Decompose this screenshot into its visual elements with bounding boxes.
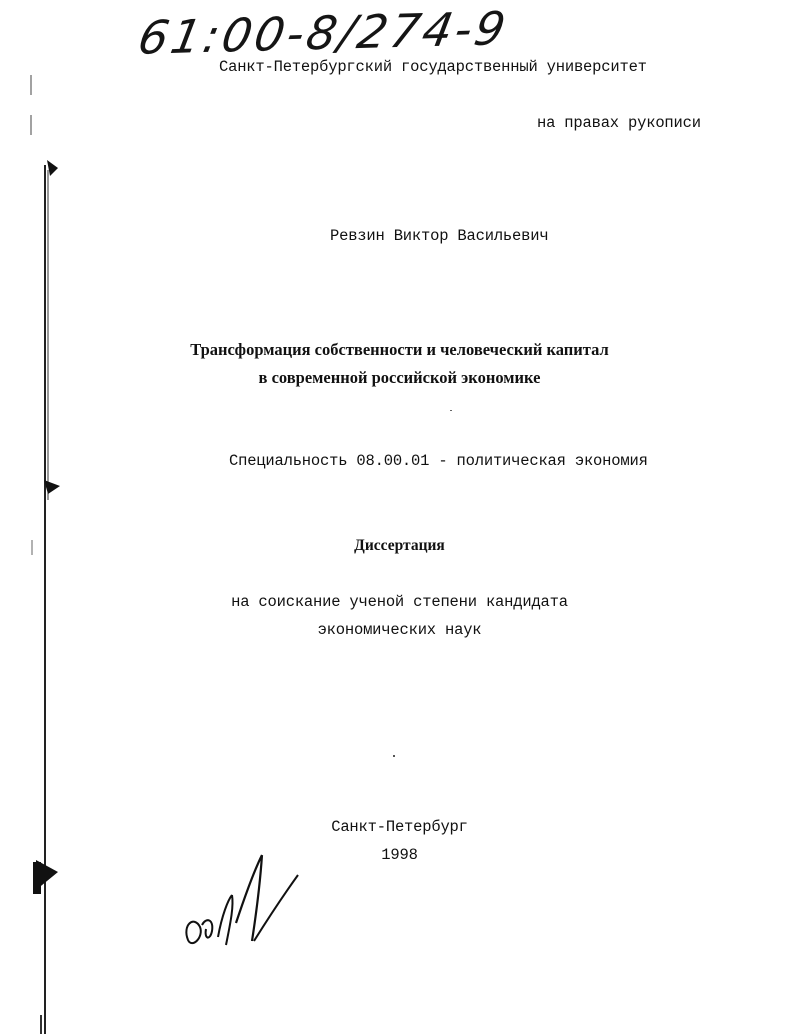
degree-line-1: на соискание ученой степени кандидата: [231, 593, 568, 611]
city: Санкт-Петербург: [331, 818, 468, 836]
scan-speck: [450, 410, 452, 411]
year: 1998: [381, 846, 418, 864]
title-line-2: в современной российской экономике: [258, 368, 541, 387]
specialty: Специальность 08.00.01 - политическая экономия: [229, 452, 648, 470]
university-name: Санкт-Петербургский государственный университет: [219, 58, 647, 76]
author-name: Ревзин Виктор Васильевич: [330, 227, 549, 245]
signature-icon: [180, 845, 310, 965]
degree-line-2: экономических наук: [317, 621, 482, 639]
manuscript-note: на правах рукописи: [537, 114, 701, 132]
binding-edge-marks: [0, 0, 80, 1034]
archive-code-handwritten: 61:00-8/274-9: [134, 1, 513, 65]
title-line-1: Трансформация собственности и человеческий капитал: [190, 340, 609, 359]
scan-speck: [393, 755, 395, 757]
document-type: Диссертация: [354, 537, 445, 554]
